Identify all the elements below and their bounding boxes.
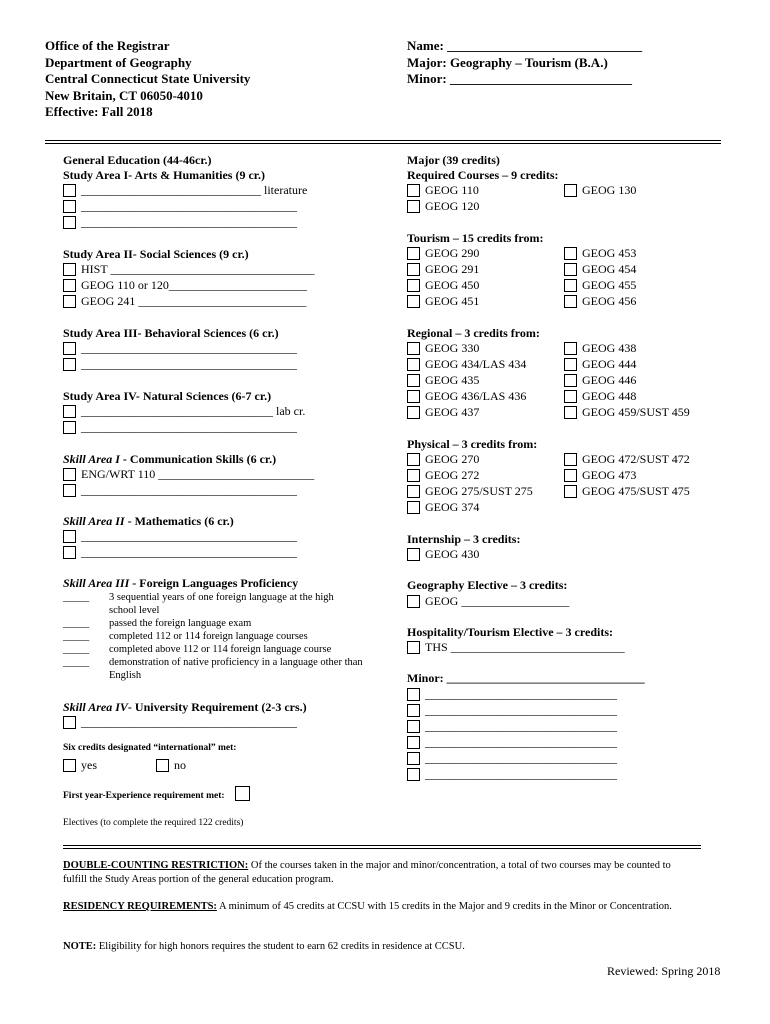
student-info [407, 38, 642, 88]
checkbox[interactable] [407, 688, 420, 701]
header-line: Department of Geography [45, 54, 192, 70]
major-label: Major: Geography – Tourism (B.A.) [407, 54, 608, 70]
blank[interactable]: _____ [63, 644, 90, 655]
checkbox[interactable] [564, 358, 577, 371]
header-divider [45, 140, 721, 144]
checkbox[interactable] [407, 768, 420, 781]
regional-left [407, 340, 526, 420]
fye-label: First year-Experience requirement met: [63, 791, 225, 801]
note-label: NOTE: [63, 941, 97, 952]
checkbox[interactable] [63, 405, 76, 418]
skill2-list [63, 528, 297, 560]
course: GEOG 444 [582, 357, 637, 371]
geo-elective-line[interactable]: GEOG __________________ [425, 594, 570, 608]
course: GEOG 430 [425, 547, 480, 561]
course: GEOG 446 [582, 373, 637, 387]
intl-no-label: no [174, 758, 186, 772]
required-right [564, 182, 636, 198]
skill3-rest: - Foreign Languages Proficiency [129, 576, 299, 590]
area1-line[interactable]: ____________________________________ [81, 199, 297, 213]
skill4-line[interactable]: ____________________________________ [81, 715, 297, 729]
geo-elective-title: Geography Elective – 3 credits: [407, 578, 568, 592]
checkbox[interactable] [63, 716, 76, 729]
course: GEOG 290 [425, 246, 480, 260]
course: GEOG 456 [582, 294, 637, 308]
blank[interactable]: _____ [63, 631, 90, 642]
skill2-title [63, 513, 234, 529]
area3-line[interactable]: ____________________________________ [81, 341, 297, 355]
hosp-line[interactable]: THS _____________________________ [425, 640, 625, 654]
hosp-list [407, 639, 625, 655]
checkbox[interactable] [564, 469, 577, 482]
checkbox[interactable] [407, 501, 420, 514]
header-line: Effective: Fall 2018 [45, 104, 153, 119]
course: GEOG 435 [425, 373, 480, 387]
checkbox[interactable] [63, 216, 76, 229]
skill3-option: 3 sequential years of one foreign language at the high school level [109, 592, 334, 616]
checkbox[interactable] [63, 342, 76, 355]
course: GEOG 120 [425, 199, 480, 213]
course: GEOG 110 [425, 183, 479, 197]
skill1-list [63, 466, 314, 498]
checkbox[interactable] [63, 468, 76, 481]
course: GEOG 270 [425, 452, 480, 466]
required-title: Required Courses – 9 credits: [407, 168, 559, 182]
checkbox[interactable] [564, 406, 577, 419]
registrar-header [45, 38, 250, 121]
skill2-line[interactable]: ____________________________________ [81, 545, 297, 559]
header-line: Office of the Registrar [45, 38, 170, 53]
course: GEOG 475/SUST 475 [582, 484, 690, 498]
checkbox[interactable] [407, 485, 420, 498]
tourism-title: Tourism – 15 credits from: [407, 231, 544, 245]
footer-divider [63, 845, 701, 849]
area2-line[interactable]: HIST __________________________________ [81, 262, 315, 276]
area1-line[interactable]: ______________________________ literature [81, 183, 308, 197]
checkbox[interactable] [63, 263, 76, 276]
minor-line[interactable]: ________________________________ [425, 687, 617, 701]
checkbox[interactable] [564, 390, 577, 403]
blank[interactable]: _____ [63, 657, 90, 668]
checkbox[interactable] [407, 342, 420, 355]
checkbox[interactable] [407, 453, 420, 466]
checkbox[interactable] [407, 390, 420, 403]
internship-list [407, 546, 479, 562]
area3-line[interactable]: ____________________________________ [81, 357, 297, 371]
intl-no-checkbox[interactable] [156, 759, 169, 772]
area1-list [63, 182, 307, 230]
physical-right [564, 451, 690, 499]
course: GEOG 450 [425, 278, 480, 292]
checkbox[interactable] [407, 469, 420, 482]
intl-options [63, 757, 186, 773]
intl-yes-checkbox[interactable] [63, 759, 76, 772]
skill1-line[interactable]: ENG/WRT 110 __________________________ [81, 467, 315, 481]
skill4-prefix: Skill Area IV [63, 700, 128, 714]
course: GEOG 330 [425, 341, 480, 355]
intl-label: Six credits designated “international” met: [63, 743, 237, 753]
minor-title[interactable]: Minor: _________________________________ [407, 671, 645, 685]
course: GEOG 455 [582, 278, 637, 292]
minor-line[interactable]: ________________________________ [425, 735, 617, 749]
checkbox[interactable] [407, 279, 420, 292]
skill1-line[interactable]: ____________________________________ [81, 483, 297, 497]
skill3-option: completed 112 or 114 foreign language courses [109, 631, 308, 642]
minor-line[interactable]: ________________________________ [425, 751, 617, 765]
checkbox[interactable] [564, 184, 577, 197]
geo-elective-list [407, 593, 569, 609]
skill3-options [63, 591, 363, 682]
electives-label: Electives (to complete the required 122 credits) [63, 818, 244, 828]
area2-list [63, 261, 314, 309]
major-title: Major (39 credits) [407, 153, 500, 167]
course: GEOG 291 [425, 262, 480, 276]
course: GEOG 272 [425, 468, 480, 482]
skill3-option: completed above 112 or 114 foreign language course [109, 644, 332, 655]
area2-title: Study Area II- Social Sciences (9 cr.) [63, 247, 249, 261]
checkbox[interactable] [407, 358, 420, 371]
hosp-title: Hospitality/Tourism Elective – 3 credits: [407, 625, 613, 639]
checkbox[interactable] [63, 546, 76, 559]
checkbox[interactable] [235, 786, 250, 801]
course: GEOG 436/LAS 436 [425, 389, 527, 403]
checkbox[interactable] [407, 548, 420, 561]
physical-title: Physical – 3 credits from: [407, 437, 538, 451]
course: GEOG 275/SUST 275 [425, 484, 533, 498]
course: GEOG 434/LAS 434 [425, 357, 527, 371]
minor-list [407, 686, 617, 782]
checkbox[interactable] [63, 279, 76, 292]
res-label: RESIDENCY REQUIREMENTS: [63, 901, 217, 912]
checkbox[interactable] [63, 200, 76, 213]
checkbox[interactable] [564, 342, 577, 355]
checkbox[interactable] [63, 295, 76, 308]
checkbox[interactable] [407, 295, 420, 308]
area1-line[interactable]: ____________________________________ [81, 215, 297, 229]
checkbox[interactable] [407, 704, 420, 717]
checkbox[interactable] [407, 184, 420, 197]
checkbox[interactable] [63, 358, 76, 371]
regional-right [564, 340, 690, 420]
res-text: A minimum of 45 credits at CCSU with 15 credits in the Major and 9 credits in the Minor or Concentration. [216, 901, 672, 912]
minor-line[interactable]: ________________________________ [425, 719, 617, 733]
checkbox[interactable] [63, 530, 76, 543]
checkbox[interactable] [564, 453, 577, 466]
checkbox[interactable] [564, 247, 577, 260]
skill3-option: passed the foreign language exam [109, 618, 252, 629]
fye-checkbox[interactable] [235, 786, 255, 804]
area2-line[interactable]: GEOG 241 ____________________________ [81, 294, 307, 308]
checkbox[interactable] [407, 752, 420, 765]
skill2-rest: - Mathematics (6 cr.) [124, 514, 234, 528]
checkbox[interactable] [407, 247, 420, 260]
area4-line[interactable]: ____________________________________ [81, 420, 297, 434]
gen-ed-title: General Education (44-46cr.) [63, 153, 212, 167]
area4-list [63, 403, 305, 435]
area3-title: Study Area III- Behavioral Sciences (6 cr.) [63, 326, 279, 340]
skill1-prefix: Skill Area I [63, 452, 120, 466]
checkbox[interactable] [564, 374, 577, 387]
course: GEOG 448 [582, 389, 637, 403]
honors-note [63, 940, 465, 953]
regional-title: Regional – 3 credits from: [407, 326, 540, 340]
reviewed-date: Reviewed: Spring 2018 [607, 964, 721, 978]
double-counting-note [63, 859, 693, 887]
internship-title: Internship – 3 credits: [407, 532, 521, 546]
area3-list [63, 340, 297, 372]
checkbox[interactable] [407, 736, 420, 749]
checkbox[interactable] [407, 263, 420, 276]
course: GEOG 451 [425, 294, 480, 308]
course: GEOG 374 [425, 500, 480, 514]
blank[interactable]: _____ [63, 592, 90, 603]
skill2-line[interactable]: ____________________________________ [81, 529, 297, 543]
skill3-prefix: Skill Area III [63, 576, 130, 590]
checkbox[interactable] [564, 295, 577, 308]
checkbox[interactable] [564, 263, 577, 276]
dc-text: Of the courses taken in the major and minor/concentration, a total of two courses may be counted to fulfill the Study Areas portion of the general education program. [63, 860, 671, 885]
skill2-prefix: Skill Area II [63, 514, 125, 528]
skill3-title [63, 575, 298, 591]
area1-title: Study Area I- Arts & Humanities (9 cr.) [63, 168, 265, 182]
skill3-option: demonstration of native proficiency in a language other than English [109, 657, 363, 681]
area2-line[interactable]: GEOG 110 or 120_______________________ [81, 278, 307, 292]
checkbox[interactable] [564, 485, 577, 498]
skill4-rest: - University Requirement (2-3 crs.) [127, 700, 307, 714]
area4-line[interactable]: ________________________________ lab cr. [81, 404, 306, 418]
minor-line[interactable]: ________________________________ [425, 703, 617, 717]
physical-left [407, 451, 533, 515]
skill1-title [63, 451, 276, 467]
course: GEOG 454 [582, 262, 637, 276]
course: GEOG 473 [582, 468, 637, 482]
course: GEOG 130 [582, 183, 637, 197]
area4-title: Study Area IV- Natural Sciences (6-7 cr.) [63, 389, 272, 403]
dc-label: DOUBLE-COUNTING RESTRICTION: [63, 860, 249, 871]
checkbox[interactable] [407, 641, 420, 654]
course: GEOG 453 [582, 246, 637, 260]
checkbox[interactable] [63, 421, 76, 434]
checkbox[interactable] [407, 595, 420, 608]
checkbox[interactable] [407, 406, 420, 419]
checkbox[interactable] [407, 200, 420, 213]
course: GEOG 459/SUST 459 [582, 405, 690, 419]
skill1-rest: - Communication Skills (6 cr.) [119, 452, 277, 466]
blank[interactable]: _____ [63, 618, 90, 629]
minor-field[interactable]: Minor: ____________________________ [407, 71, 632, 86]
note-text: Eligibility for high honors requires the student to earn 62 credits in residence at CCSU. [96, 941, 465, 952]
tourism-right [564, 245, 636, 309]
checkbox[interactable] [407, 374, 420, 387]
required-left [407, 182, 479, 214]
course: GEOG 472/SUST 472 [582, 452, 690, 466]
header-line: Central Connecticut State University [45, 71, 251, 86]
skill4-title [63, 699, 307, 715]
intl-yes-label: yes [81, 758, 97, 772]
minor-line[interactable]: ________________________________ [425, 767, 617, 781]
name-field[interactable]: Name: ______________________________ [407, 38, 643, 53]
checkbox[interactable] [407, 720, 420, 733]
tourism-left [407, 245, 479, 309]
residency-note [63, 900, 693, 914]
header-line: New Britain, CT 06050-4010 [45, 87, 203, 103]
checkbox[interactable] [564, 279, 577, 292]
checkbox[interactable] [63, 484, 76, 497]
checkbox[interactable] [63, 184, 76, 197]
course: GEOG 438 [582, 341, 637, 355]
course: GEOG 437 [425, 405, 480, 419]
skill4-list [63, 714, 297, 730]
